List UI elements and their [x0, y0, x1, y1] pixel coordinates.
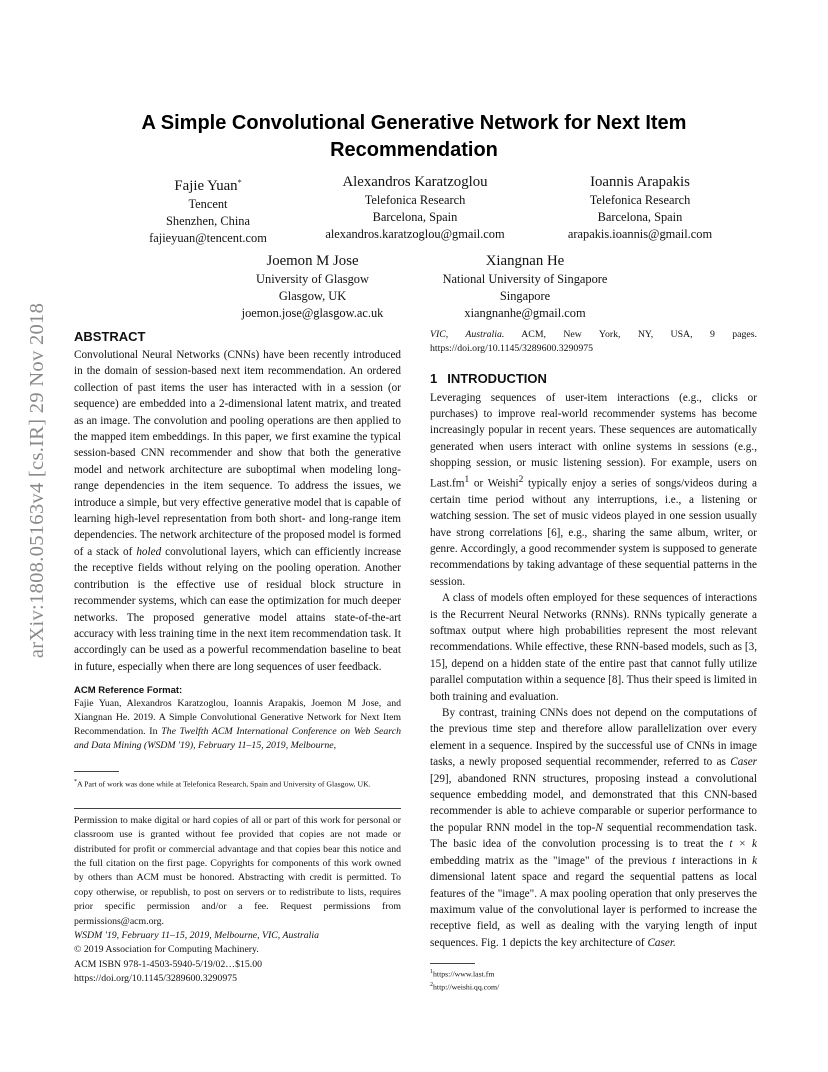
author-affiliation: Telefonica Research [589, 193, 691, 207]
doi-line: https://doi.org/10.1145/3289600.3290975 [74, 973, 238, 985]
footnote-rule [74, 771, 119, 772]
intro-paragraph: A class of models often employed for these sequences of interactions is the Recurrent Neural Networks (RNNs). RNNs typically generate a softmax output where high probabilities represent the most relevant recommendations. While effective, these RNN-based models, such as [3, 15], depend on a hidden state of the entire past that cannot fully utilize parallel computation within a sequence [8]. Thus their speed is limited in both training and evaluation. [430, 592, 757, 703]
left-column [74, 328, 401, 987]
author-affiliation: Tencent [188, 197, 228, 211]
permission-box [74, 808, 401, 987]
author-affiliation: University of Glasgow [256, 272, 369, 286]
author-block [290, 173, 540, 242]
author-block [405, 252, 645, 321]
author-location: Barcelona, Spain [597, 209, 683, 224]
abstract-text: Convolutional Neural Networks (CNNs) have been recently introduced in the domain of session-based next item recommendation. An ordered collection of past items the user has interacted with in a session (or sequence) are embedded into a 2-dimensional latent matrix, and treated as an image. The convolution and pooling operations are then applied to the mapped item embeddings. In this paper, we first examine the typical session-based CNN recommender and show that both the generative model and network architecture are suboptimal when modeling long-range dependencies in the item sequence. To address the issues, we introduce a simple, but very effective generative model that is capable of learning high-level representation from both short- and long-range item dependencies. The network architecture of the proposed model is formed of a stack of holed convolutional layers, which can efficiently increase the receptive fields without relying on the pooling operation. Another contribution is the effective use of residual block structure in recommender systems, which can ease the optimization for much deeper networks. The proposed generative model attains state-of-the-art accuracy with less training time in the next item recommendation task. It accordingly can be used as a powerful recommendation baseline to beat in future, especially when there are long sequences of user feedback. [74, 349, 402, 673]
author-name: Alexandros Karatzoglou [342, 174, 488, 190]
paper-title: A Simple Convolutional Generative Network for Next Item Recommendation [141, 112, 687, 161]
venue-line: WSDM '19, February 11–15, 2019, Melbourne, VIC, Australia [74, 929, 319, 941]
author-name: Ioannis Arapakis [590, 174, 690, 190]
author-name: Fajie Yuan* [174, 178, 242, 194]
author-email: arapakis.ioannis@gmail.com [567, 226, 713, 241]
arxiv-identifier: arXiv:1808.05163v4 [cs.IR] 29 Nov 2018 [26, 302, 49, 658]
author-name: Joemon M Jose [266, 253, 359, 269]
author-location: Glasgow, UK [278, 288, 347, 303]
author-location: Singapore [499, 288, 551, 303]
footnote-rule [430, 963, 475, 964]
isbn-line: ACM ISBN 978-1-4503-5940-5/19/02…$15.00 [74, 958, 263, 970]
intro-paragraph: Leveraging sequences of user-item interactions (e.g., clicks or purchases) to improve real-world recommender systems has become increasingly popular in recent years. These sequences are automatically generated when users interact with online systems in sessions (e.g., shopping session, or music listening session). For example, users on $Last.fm^1$ or Weishi$^2$ typically enjoy a series of songs/videos during a certain time period without any interruptions, i.e., a listening or watching session. The set of music videos played in one session usually have strong correlations [6], e.g., sharing the same album, writer, or genre. Accordingly, a good recommender system is supposed to generate recommendations by taking advantage of these sequential patterns in the session. [430, 391, 757, 588]
copyright-line: © 2019 Association for Computing Machinery. [74, 944, 259, 956]
author-location: Shenzhen, China [166, 213, 250, 228]
permission-text: Permission to make digital or hard copies of all or part of this work for personal or classroom use is granted without fee provided that copies are not made or distributed for profit or commercial advantage and that copies bear this notice and the full citation on the first page. Copyrights for components of this work owned by others than ACM must be honored. Abstracting with credit is permitted. To copy otherwise, or republish, to post on servers or to redistribute to lists, requires prior specific permission and/or a fee. Request permissions from permissions@acm.org. [74, 814, 401, 927]
author-location: Barcelona, Spain [372, 209, 458, 224]
author-block [200, 252, 425, 321]
author-email: joemon.jose@glasgow.ac.uk [241, 305, 384, 320]
acm-reference-continuation: VIC, Australia. ACM, New York, NY, USA, 9 pages. https://doi.org/10.1145/3289600.3290975 [430, 329, 757, 354]
right-column [430, 328, 757, 992]
acm-reference-text: Fajie Yuan, Alexandros Karatzoglou, Ioannis Arapakis, Joemon M Jose, and Xiangnan He. 2019. A Simple Convolutional Generative Network for Next Item Recommendation. In The Twelfth ACM International Conference on Web Search and Data Mining (WSDM '19), February 11–15, 2019, Melbourne, [74, 698, 402, 752]
author-email: alexandros.karatzoglou@gmail.com [325, 226, 505, 241]
author-affiliation: National University of Singapore [442, 272, 608, 286]
author-affiliation: Telefonica Research [364, 193, 466, 207]
author-name: Xiangnan He [485, 253, 565, 269]
author-email: fajieyuan@tencent.com [149, 230, 267, 245]
footnote-star: *A Part of work was done while at Telefonica Research, Spain and University of Glasgow, UK. [74, 779, 371, 789]
footnote: $^2$http://weishi.qq.com/ [430, 981, 500, 992]
author-block [540, 173, 740, 242]
acm-reference-heading: ACM Reference Format: [74, 685, 183, 697]
abstract-heading: ABSTRACT [74, 329, 146, 344]
author-email: xiangnanhe@gmail.com [464, 305, 586, 320]
footnote: $^1$https://www.last.fm [430, 969, 495, 979]
section-heading-introduction: 1 INTRODUCTION [430, 370, 547, 386]
author-block [108, 173, 308, 246]
intro-paragraph: By contrast, training CNNs does not depend on the computations of the previous time step and therefore allow parallelization over every element in a sequence. Inspired by the successful use of CNNs in image tasks, a newly proposed sequential recommender, referred to as Caser [29], abandoned RNN structures, proposing instead a convolutional sequence embedding model, and demonstrated that this CNN-based recommender is able to achieve comparable or superior performance to the popular RNN model in the top-N sequential recommendation task. The basic idea of the convolution processing is to treat the t × k embedding matrix as the "image" of the previous t interactions in k dimensional latent space and regard the sequential pattens as local features of the "image". A max pooling operation that only preserves the maximum value of the convolutional layer is performed to increase the receptive field, as well as dealing with the varying length of input sequences. Fig. 1 depicts the key architecture of Caser. [430, 707, 758, 949]
